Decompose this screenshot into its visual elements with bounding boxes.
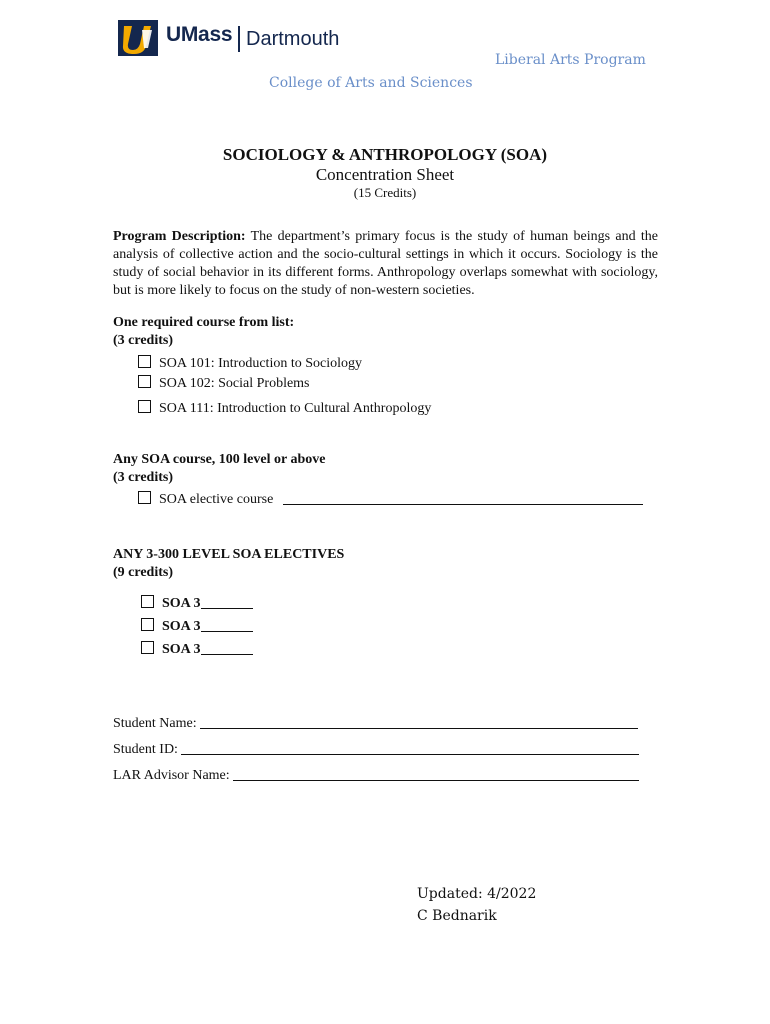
checkbox[interactable] — [138, 491, 151, 504]
checkbox[interactable] — [138, 355, 151, 368]
elective-prefix: SOA 3 — [162, 619, 201, 634]
checkbox[interactable] — [141, 641, 154, 654]
course-label: SOA 102: Social Problems — [159, 376, 310, 391]
section2-heading: Any SOA course, 100 level or above — [113, 452, 326, 467]
soa-300-elective[interactable] — [141, 641, 253, 659]
advisor-name-blank[interactable] — [233, 780, 639, 781]
soa-300-elective[interactable] — [141, 618, 253, 636]
author-name: C Bednarik — [417, 908, 497, 924]
student-name-label: Student Name: — [113, 716, 197, 731]
logo-divider — [238, 26, 240, 52]
description-text: The department’s primary focus is the study of human beings and the analysis of collective action and the socio-cultural settings in which it occurs. Sociology is the study of social behavior in its different forms. Anthropology overlaps somewhat with sociology, but is more likely to focus on the study of non-western societies. — [113, 229, 658, 298]
checkbox[interactable] — [138, 375, 151, 388]
student-name-blank[interactable] — [200, 728, 638, 729]
college-name: College of Arts and Sciences — [269, 75, 473, 91]
umass-logo-mark-icon — [118, 20, 158, 56]
logo-campus-text: Dartmouth — [246, 28, 340, 50]
student-id-blank[interactable] — [181, 754, 639, 755]
elective-course-blank[interactable] — [283, 504, 643, 505]
soa-300-elective[interactable] — [141, 595, 253, 613]
description-label: Program Description: — [113, 229, 246, 244]
section1-heading: One required course from list: — [113, 315, 295, 330]
student-id-field[interactable] — [113, 742, 639, 758]
logo-brand-text: UMass — [166, 23, 233, 46]
course-number-blank[interactable] — [201, 608, 253, 609]
course-option[interactable] — [138, 375, 310, 393]
course-number-blank[interactable] — [201, 631, 253, 632]
checkbox[interactable] — [141, 595, 154, 608]
course-label: SOA 101: Introduction to Sociology — [159, 356, 362, 371]
section3-heading: ANY 3-300 LEVEL SOA ELECTIVES — [113, 547, 345, 562]
student-name-field[interactable] — [113, 716, 638, 732]
elective-option[interactable] — [138, 491, 643, 509]
program-description — [113, 228, 658, 300]
advisor-name-label: LAR Advisor Name: — [113, 768, 230, 783]
section3-credits: (9 credits) — [113, 565, 173, 580]
page-title: SOCIOLOGY & ANTHROPOLOGY (SOA) — [222, 145, 548, 164]
program-name: Liberal Arts Program — [495, 52, 646, 68]
total-credits: (15 Credits) — [353, 185, 417, 200]
updated-date: Updated: 4/2022 — [417, 886, 537, 902]
student-id-label: Student ID: — [113, 742, 178, 757]
section2-credits: (3 credits) — [113, 470, 173, 485]
course-label: SOA 111: Introduction to Cultural Anthropology — [159, 401, 432, 416]
course-option[interactable] — [138, 355, 362, 373]
elective-prefix: SOA 3 — [162, 596, 201, 611]
course-number-blank[interactable] — [201, 654, 253, 655]
elective-prefix: SOA 3 — [162, 642, 201, 657]
advisor-name-field[interactable] — [113, 768, 639, 784]
elective-label: SOA elective course — [159, 492, 274, 507]
page-subtitle: Concentration Sheet — [315, 165, 455, 184]
section1-credits: (3 credits) — [113, 333, 173, 348]
checkbox[interactable] — [141, 618, 154, 631]
course-option[interactable] — [138, 400, 431, 418]
umass-dartmouth-logo — [118, 20, 348, 60]
checkbox[interactable] — [138, 400, 151, 413]
